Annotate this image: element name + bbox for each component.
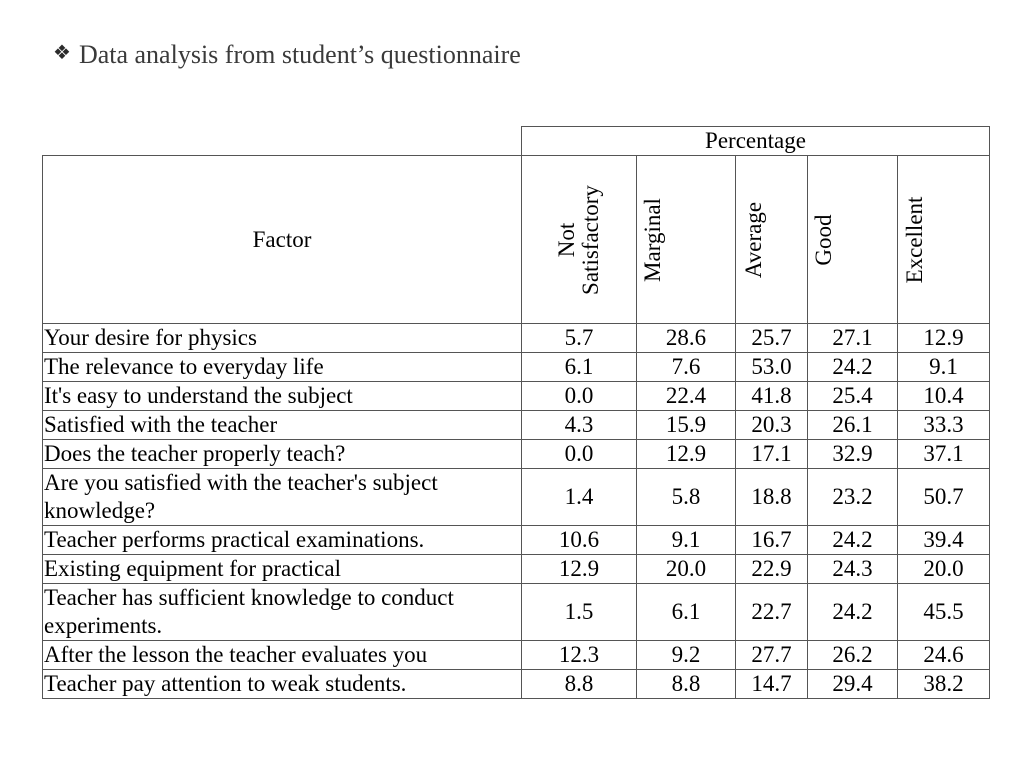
- column-header-marginal: [637, 156, 736, 324]
- value-cell: 12.9: [522, 555, 637, 584]
- table-row: [43, 353, 990, 382]
- factor-cell: Existing equipment for practical: [43, 555, 522, 584]
- value-cell: 14.7: [736, 670, 808, 699]
- value-cell: 32.9: [808, 440, 898, 469]
- factor-cell: Teacher pay attention to weak students.: [43, 670, 522, 699]
- table-row: [43, 324, 990, 353]
- value-cell: 6.1: [637, 584, 736, 641]
- percentage-group-header: Percentage: [522, 127, 990, 156]
- value-cell: 24.2: [808, 353, 898, 382]
- column-header-label: Good: [811, 213, 836, 266]
- value-cell: 24.2: [808, 584, 898, 641]
- table-row: [43, 382, 990, 411]
- value-cell: 20.0: [898, 555, 990, 584]
- table-row: [43, 526, 990, 555]
- value-cell: 1.4: [522, 469, 637, 526]
- value-cell: 33.3: [898, 411, 990, 440]
- value-cell: 1.5: [522, 584, 637, 641]
- value-cell: 0.0: [522, 440, 637, 469]
- column-header-label: Not Satisfactory: [554, 184, 603, 295]
- column-header-excellent: [898, 156, 990, 324]
- value-cell: 22.4: [637, 382, 736, 411]
- value-cell: 24.3: [808, 555, 898, 584]
- value-cell: 12.9: [637, 440, 736, 469]
- value-cell: 16.7: [736, 526, 808, 555]
- value-cell: 50.7: [898, 469, 990, 526]
- value-cell: 26.1: [808, 411, 898, 440]
- value-cell: 12.3: [522, 641, 637, 670]
- factor-cell: Teacher has sufficient knowledge to conduct experiments.: [43, 584, 522, 641]
- table-row: [43, 641, 990, 670]
- value-cell: 18.8: [736, 469, 808, 526]
- value-cell: 26.2: [808, 641, 898, 670]
- column-header-good: [808, 156, 898, 324]
- value-cell: 15.9: [637, 411, 736, 440]
- table-body: [43, 324, 990, 699]
- slide-title-text: Data analysis from student’s questionnaire: [78, 40, 521, 69]
- factor-cell: It's easy to understand the subject: [43, 382, 522, 411]
- diamond-bullet-icon: ❖: [53, 42, 71, 64]
- survey-table: [42, 126, 990, 699]
- value-cell: 5.7: [522, 324, 637, 353]
- column-header-average: [736, 156, 808, 324]
- table-row: [43, 411, 990, 440]
- value-cell: 8.8: [522, 670, 637, 699]
- value-cell: 27.7: [736, 641, 808, 670]
- table-row: [43, 469, 990, 526]
- value-cell: 38.2: [898, 670, 990, 699]
- value-cell: 24.6: [898, 641, 990, 670]
- table-row: [43, 440, 990, 469]
- value-cell: 45.5: [898, 584, 990, 641]
- table-row: [43, 555, 990, 584]
- column-header-label: Excellent: [902, 196, 927, 283]
- value-cell: 37.1: [898, 440, 990, 469]
- table-row: [43, 670, 990, 699]
- value-cell: 20.0: [637, 555, 736, 584]
- value-cell: 12.9: [898, 324, 990, 353]
- factor-cell: Are you satisfied with the teacher's subject knowledge?: [43, 469, 522, 526]
- value-cell: 9.1: [898, 353, 990, 382]
- column-header-not-satisfactory: [522, 156, 637, 324]
- factor-cell: Your desire for physics: [43, 324, 522, 353]
- column-header-label: Marginal: [640, 197, 665, 282]
- value-cell: 25.4: [808, 382, 898, 411]
- value-cell: 0.0: [522, 382, 637, 411]
- value-cell: 10.6: [522, 526, 637, 555]
- value-cell: 4.3: [522, 411, 637, 440]
- value-cell: 17.1: [736, 440, 808, 469]
- header-blank-cell: [43, 127, 522, 156]
- value-cell: 28.6: [637, 324, 736, 353]
- value-cell: 6.1: [522, 353, 637, 382]
- factor-cell: The relevance to everyday life: [43, 353, 522, 382]
- value-cell: 10.4: [898, 382, 990, 411]
- value-cell: 22.9: [736, 555, 808, 584]
- factor-cell: Does the teacher properly teach?: [43, 440, 522, 469]
- factor-cell: Satisfied with the teacher: [43, 411, 522, 440]
- slide-title: [53, 40, 521, 70]
- value-cell: 24.2: [808, 526, 898, 555]
- value-cell: 53.0: [736, 353, 808, 382]
- value-cell: 25.7: [736, 324, 808, 353]
- value-cell: 23.2: [808, 469, 898, 526]
- value-cell: 27.1: [808, 324, 898, 353]
- value-cell: 9.1: [637, 526, 736, 555]
- column-header-label: Average: [741, 201, 766, 278]
- value-cell: 41.8: [736, 382, 808, 411]
- value-cell: 39.4: [898, 526, 990, 555]
- value-cell: 22.7: [736, 584, 808, 641]
- factor-cell: After the lesson the teacher evaluates you: [43, 641, 522, 670]
- value-cell: 20.3: [736, 411, 808, 440]
- factor-cell: Teacher performs practical examinations.: [43, 526, 522, 555]
- factor-column-header: Factor: [43, 156, 522, 324]
- value-cell: 8.8: [637, 670, 736, 699]
- table-row: [43, 584, 990, 641]
- value-cell: 5.8: [637, 469, 736, 526]
- value-cell: 29.4: [808, 670, 898, 699]
- value-cell: 7.6: [637, 353, 736, 382]
- value-cell: 9.2: [637, 641, 736, 670]
